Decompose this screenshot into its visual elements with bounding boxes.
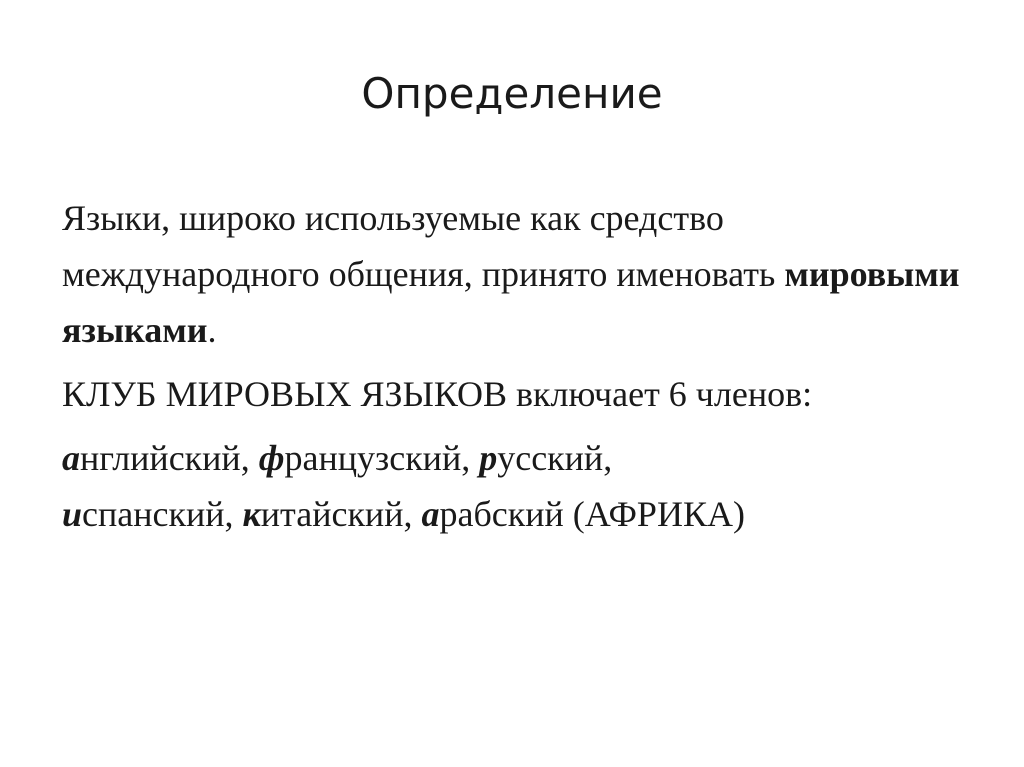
language-initial: а [62, 438, 80, 478]
language-initial: р [479, 438, 498, 478]
definition-paragraph [62, 190, 962, 358]
language-initial: и [62, 494, 83, 534]
language-initial: а [421, 494, 440, 534]
language-initial: к [242, 494, 261, 534]
languages-paragraph [62, 430, 962, 542]
definition-term: мировыми языками [62, 254, 960, 350]
language-rest: усский, [497, 438, 613, 478]
language-initial: ф [258, 438, 285, 478]
definition-period: . [207, 310, 217, 350]
language-rest: спанский, [82, 494, 243, 534]
club-text: КЛУБ МИРОВЫХ ЯЗЫКОВ включает 6 членов: [62, 374, 813, 414]
club-paragraph [62, 366, 962, 422]
language-rest: итайский, [260, 494, 422, 534]
slide-title: Определение [361, 69, 663, 118]
definition-text: Языки, широко используемые как средство международного общения, принято именовать [62, 198, 785, 294]
language-rest: рабский (АФРИКА) [439, 494, 745, 534]
slide-body [62, 190, 962, 550]
language-rest: нглийский, [80, 438, 259, 478]
language-rest: ранцузский, [284, 438, 480, 478]
